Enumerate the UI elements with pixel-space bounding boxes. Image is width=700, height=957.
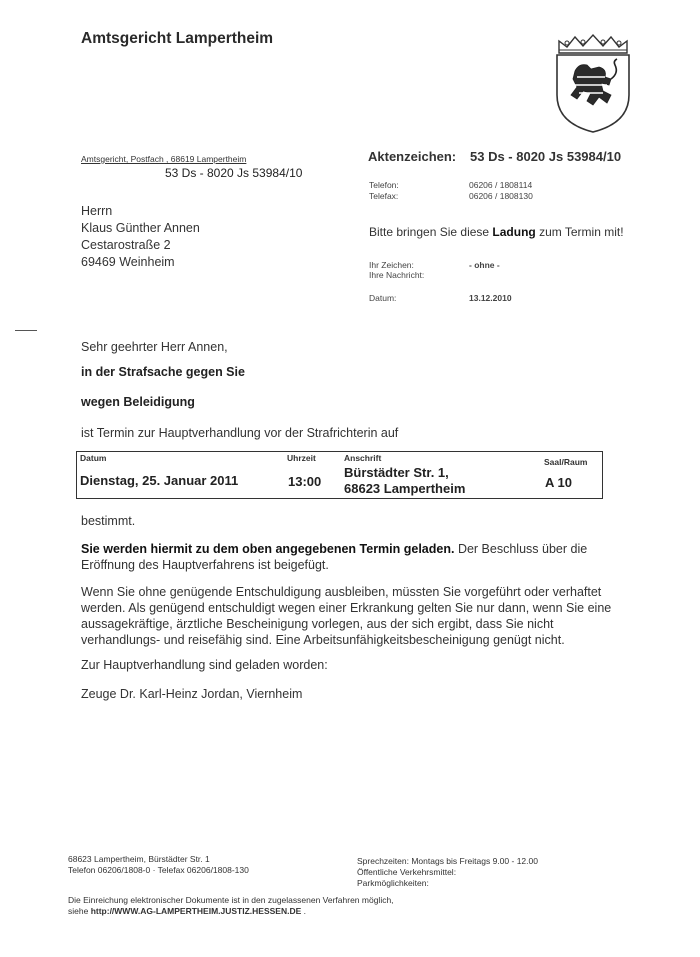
aktenzeichen-value: 53 Ds - 8020 Js 53984/10 [470,149,622,164]
ihr-zeichen-value: - ohne - [469,260,500,270]
bring-summons-notice: Bitte bringen Sie diese Ladung zum Termin mit! [369,225,624,239]
cell-datum: Dienstag, 25. Januar 2011 [80,473,239,488]
footer-transport: Öffentliche Verkehrsmittel: [357,867,457,877]
footer-electronic-notice: Die Einreichung elektronischer Dokumente ist in den zugelassenen Verfahren möglich, siehe http://WWW.AG-LAMPERTHEIM.JUSTIZ.HESSEN.DE . [68,895,394,916]
aktenzeichen-label: Aktenzeichen: [368,149,457,164]
footer-phone: Telefon 06206/1808-0 · Telefax 06206/1808-130 [68,865,249,875]
reference-under-sender: 53 Ds - 8020 Js 53984/10 [165,166,303,180]
greeting: Sehr geehrter Herr Annen, [81,340,228,354]
sender-line: Amtsgericht, Postfach , 68619 Lampertheim [81,154,247,164]
recipient-address [81,203,200,271]
court-name: Amtsgericht Lampertheim [81,30,274,47]
telefon-label: Telefon: [369,180,399,190]
telefax-value: 06206 / 1808130 [469,191,533,201]
footer-parking: Parkmöglichkeiten: [357,878,429,888]
intro-line: ist Termin zur Hauptverhandlung vor der Strafrichterin auf [81,426,399,440]
witness-line: Zeuge Dr. Karl-Heinz Jordan, Viernheim [81,687,303,701]
recipient-name: Klaus Günther Annen [81,221,200,235]
cell-saal: A 10 [545,475,572,490]
case-line: in der Strafsache gegen Sie [81,365,245,379]
footer-address-block [68,854,249,876]
recipient-city: 69469 Weinheim [81,255,175,269]
footer-website-link[interactable]: http://WWW.AG-LAMPERTHEIM.JUSTIZ.HESSEN.DE [90,906,302,916]
footer-address: 68623 Lampertheim, Bürstädter Str. 1 [68,854,210,864]
invited-heading: Zur Hauptverhandlung sind geladen worden: [81,658,328,672]
datum-label: Datum: [369,293,397,303]
fold-mark [15,330,37,331]
header-uhrzeit: Uhrzeit [287,453,316,463]
cell-anschrift-line1: Bürstädter Str. 1, [344,465,449,480]
telefax-label: Telefax: [369,191,399,201]
footer-info-block [357,856,538,889]
recipient-street: Cestarostraße 2 [81,238,171,252]
offense-line: wegen Beleidigung [81,395,195,409]
datum-value: 13.12.2010 [469,293,512,303]
header-datum: Datum [80,453,107,463]
absence-paragraph: Wenn Sie ohne genügende Entschuldigung ausbleiben, müssten Sie vorgeführt oder verhaftet werden. Als genügend entschuldigt wegen einer Erkrankung gelten Sie nur dann, wenn Sie eine aussagekräftige, ärztliche Bescheinigung vorlegen, aus der sich ergibt, dass Sie nicht verhandlungs- und reisefähig sind. Eine Arbeitsunfähigkeitsbescheinigung genügt nicht. [81,585,612,647]
bestimmt-text: bestimmt. [81,514,136,528]
coat-of-arms-logo [553,33,633,133]
ihr-zeichen-label: Ihr Zeichen: [369,260,414,270]
header-anschrift: Anschrift [344,453,382,463]
footer-hours: Sprechzeiten: Montags bis Freitags 9.00 - 12.00 [357,856,538,866]
ihre-nachricht-label: Ihre Nachricht: [369,270,425,280]
cell-uhrzeit: 13:00 [288,474,322,489]
telefon-value: 06206 / 1808114 [469,180,533,190]
header-saal: Saal/Raum [544,457,588,467]
recipient-salutation: Herrn [81,204,113,218]
cell-anschrift-line2: 68623 Lampertheim [344,481,466,496]
summons-paragraph: Sie werden hiermit zu dem oben angegebenen Termin geladen. Der Beschluss über die Eröffnung des Hauptverfahrens ist beigefügt. [81,542,588,572]
